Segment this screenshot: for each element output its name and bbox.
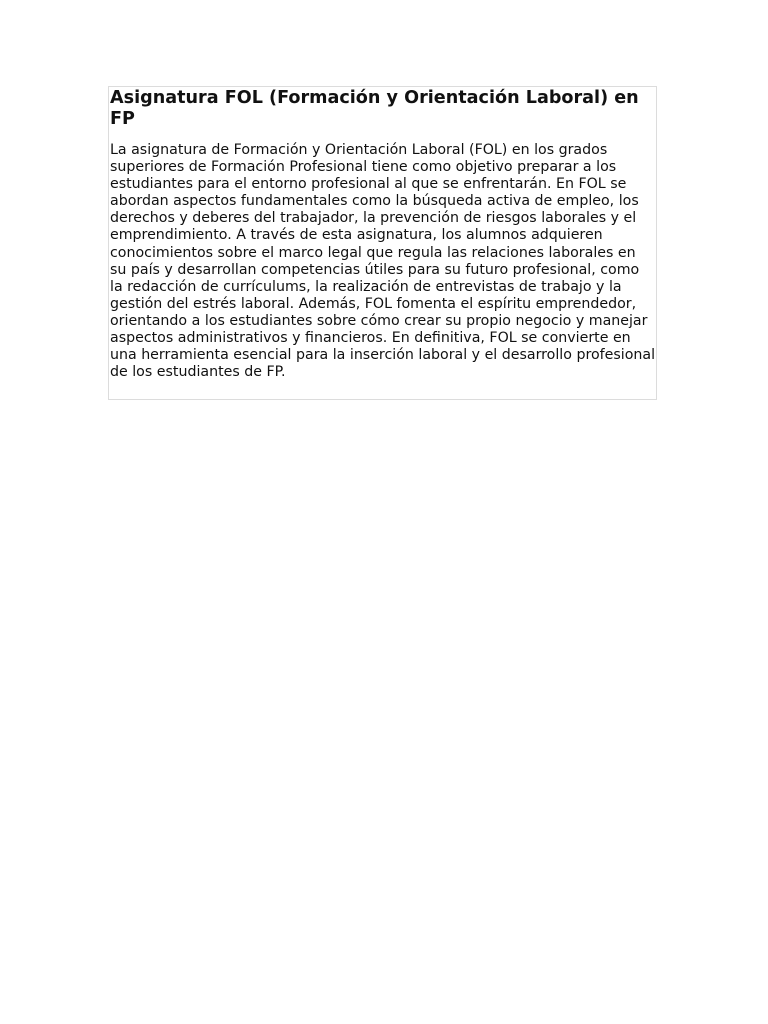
document-container [108, 86, 657, 400]
document-title: Asignatura FOL (Formación y Orientación Laboral) en FP [110, 88, 639, 129]
document-paragraph: La asignatura de Formación y Orientación Laboral (FOL) en los grados superiores de Formación Profesional tiene como objetivo preparar a los estudiantes para el entorno profesional al que se enfrentarán. En FOL se abordan aspectos fundamentales como la búsqueda activa de empleo, los derechos y deberes del trabajador, la prevención de riesgos laborales y el emprendimiento. A través de esta asignatura, los alumnos adquieren conocimientos sobre el marco legal que regula las relaciones laborales en su país y desarrollan competencias útiles para su futuro profesional, como la redacción de currículums, la realización de entrevistas de trabajo y la gestión del estrés laboral. Además, FOL fomenta el espíritu emprendedor, orientando a los estudiantes sobre cómo crear su propio negocio y manejar aspectos administrativos y financieros. En definitiva, FOL se convierte en una herramienta esencial para la inserción laboral y el desarrollo profesional de los estudiantes de FP. [110, 142, 656, 381]
